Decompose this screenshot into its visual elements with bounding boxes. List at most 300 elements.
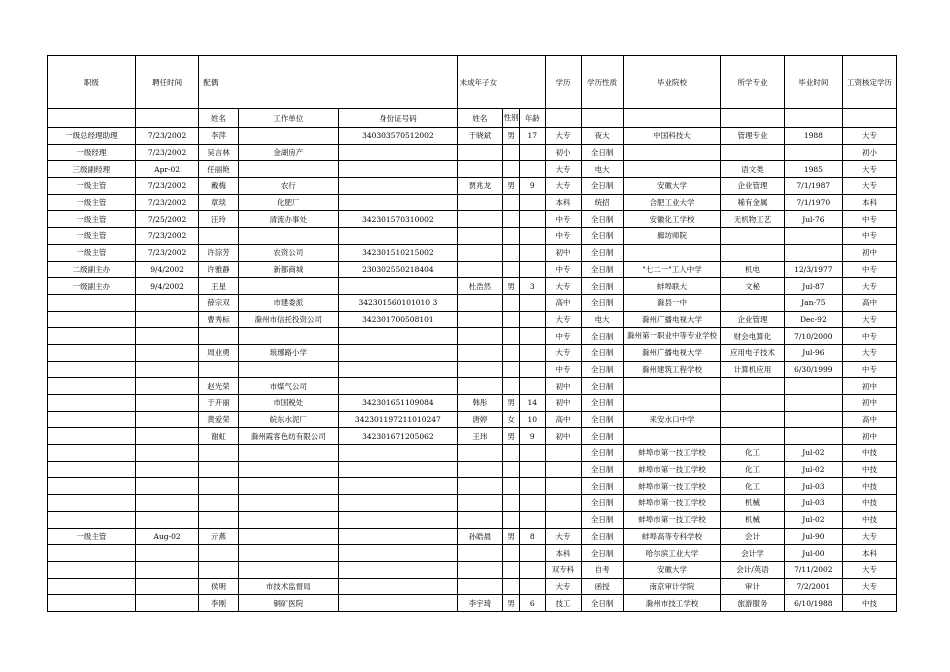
- table-cell: [623, 144, 720, 161]
- table-cell: 电大: [581, 311, 623, 328]
- table-cell: 稀有金属: [721, 194, 785, 211]
- table-cell: 6/10/1988: [784, 595, 842, 612]
- table-cell: 南京审计学院: [623, 578, 720, 595]
- table-cell: [503, 328, 520, 345]
- table-cell: 大专: [545, 161, 581, 178]
- table-cell: 滁州市信托投资公司: [238, 311, 339, 328]
- table-cell: [199, 511, 238, 528]
- table-cell: 中专: [545, 228, 581, 245]
- table-cell: [339, 445, 458, 462]
- table-cell: 任丽艳: [199, 161, 238, 178]
- table-cell: [238, 561, 339, 578]
- table-cell: 农行: [238, 178, 339, 195]
- table-cell: 男: [503, 528, 520, 545]
- table-cell: Aug-02: [135, 528, 199, 545]
- table-cell: 340303570512002: [339, 128, 458, 145]
- table-cell: [520, 495, 545, 512]
- table-cell: 大专: [545, 311, 581, 328]
- table-cell: 会计/英语: [721, 561, 785, 578]
- table-cell: 7/23/2002: [135, 128, 199, 145]
- table-cell: [339, 578, 458, 595]
- table-cell: 大专: [842, 344, 896, 361]
- table-cell: [48, 595, 136, 612]
- table-cell: [339, 561, 458, 578]
- table-cell: 全日制: [581, 244, 623, 261]
- table-row: [48, 144, 897, 161]
- table-row: [48, 244, 897, 261]
- table-cell: 王星: [199, 278, 238, 295]
- table-cell: [339, 344, 458, 361]
- table-cell: 342301671205062: [339, 428, 458, 445]
- table-cell: 中专: [842, 361, 896, 378]
- table-cell: [721, 244, 785, 261]
- table-cell: [545, 461, 581, 478]
- table-cell: [503, 211, 520, 228]
- table-cell: 7/25/2002: [135, 211, 199, 228]
- table-cell: 语文类: [721, 161, 785, 178]
- table-cell: [457, 561, 503, 578]
- col-header: 学历性质: [581, 56, 623, 109]
- table-cell: 一级主管: [48, 194, 136, 211]
- table-cell: 会计学: [721, 545, 785, 562]
- table-cell: 廊坊师院: [623, 228, 720, 245]
- table-cell: [457, 311, 503, 328]
- table-cell: [503, 511, 520, 528]
- table-cell: 9: [520, 428, 545, 445]
- table-cell: [135, 461, 199, 478]
- table-cell: [238, 445, 339, 462]
- table-cell: [520, 511, 545, 528]
- table-cell: 谢虹: [199, 428, 238, 445]
- table-cell: 滁州霞客色纺有限公司: [238, 428, 339, 445]
- table-cell: [339, 511, 458, 528]
- table-cell: 蚌埠市第一技工学校: [623, 478, 720, 495]
- table-cell: [784, 395, 842, 412]
- table-cell: [199, 478, 238, 495]
- table-cell: [503, 545, 520, 562]
- table-cell: 全日制: [581, 211, 623, 228]
- table-cell: 7/23/2002: [135, 144, 199, 161]
- table-cell: Jul-96: [784, 344, 842, 361]
- col-subheader: [842, 109, 896, 128]
- table-cell: 高中: [545, 294, 581, 311]
- table-cell: 电大: [581, 161, 623, 178]
- table-cell: [784, 144, 842, 161]
- table-cell: 贾兆龙: [457, 178, 503, 195]
- table-cell: 亓燕: [199, 528, 238, 545]
- col-header: 职级: [48, 56, 136, 109]
- table-cell: [135, 378, 199, 395]
- table-cell: [339, 278, 458, 295]
- table-row: [48, 228, 897, 245]
- table-cell: 初中: [842, 395, 896, 412]
- table-cell: 初中: [842, 378, 896, 395]
- table-cell: [48, 495, 136, 512]
- table-cell: [48, 378, 136, 395]
- table-cell: 全日制: [581, 278, 623, 295]
- col-subheader: 姓名: [199, 109, 238, 128]
- table-cell: 金湖房产: [238, 144, 339, 161]
- table-cell: 市煤气公司: [238, 378, 339, 395]
- table-cell: 技工: [545, 595, 581, 612]
- table-cell: 14: [520, 395, 545, 412]
- table-cell: [520, 144, 545, 161]
- table-cell: 机械: [721, 511, 785, 528]
- table-cell: [135, 395, 199, 412]
- table-cell: 中技: [842, 595, 896, 612]
- table-cell: 市建委派: [238, 294, 339, 311]
- table-cell: 342301510215002: [339, 244, 458, 261]
- table-cell: 大专: [842, 178, 896, 195]
- table-cell: [457, 211, 503, 228]
- table-cell: 许雅静: [199, 261, 238, 278]
- table-cell: 男: [503, 178, 520, 195]
- table-cell: [457, 511, 503, 528]
- table-cell: [339, 328, 458, 345]
- table-row: [48, 578, 897, 595]
- table-cell: [520, 311, 545, 328]
- table-cell: [457, 378, 503, 395]
- table-row: [48, 161, 897, 178]
- table-cell: [339, 161, 458, 178]
- table-cell: [48, 361, 136, 378]
- table-cell: 7/23/2002: [135, 244, 199, 261]
- table-cell: 6: [520, 595, 545, 612]
- table-cell: [520, 294, 545, 311]
- col-subheader: [48, 109, 136, 128]
- table-cell: 9/4/2002: [135, 261, 199, 278]
- table-cell: 17: [520, 128, 545, 145]
- table-cell: 本科: [842, 545, 896, 562]
- table-row: [48, 478, 897, 495]
- table-cell: 中技: [842, 445, 896, 462]
- table-cell: 342301570310002: [339, 211, 458, 228]
- table-cell: 大专: [842, 528, 896, 545]
- table-row: [48, 511, 897, 528]
- table-cell: 自考: [581, 561, 623, 578]
- table-cell: [520, 545, 545, 562]
- table-cell: 初中: [545, 428, 581, 445]
- table-cell: Jul-03: [784, 478, 842, 495]
- table-cell: [135, 328, 199, 345]
- table-cell: 全日制: [581, 294, 623, 311]
- table-cell: 中技: [842, 461, 896, 478]
- table-cell: 安徽化工学校: [623, 211, 720, 228]
- table-cell: Jul-76: [784, 211, 842, 228]
- table-cell: [457, 144, 503, 161]
- table-cell: [721, 144, 785, 161]
- table-cell: 一级主管: [48, 178, 136, 195]
- table-cell: 7/10/2000: [784, 328, 842, 345]
- table-cell: 初中: [842, 428, 896, 445]
- table-cell: 侯明: [199, 578, 238, 595]
- table-cell: 3: [520, 278, 545, 295]
- table-cell: [238, 528, 339, 545]
- table-cell: 市技术监督局: [238, 578, 339, 595]
- table-cell: [339, 478, 458, 495]
- table-cell: [135, 511, 199, 528]
- table-cell: 戴梅: [199, 178, 238, 195]
- table-cell: [520, 478, 545, 495]
- table-cell: Jul-02: [784, 461, 842, 478]
- table-cell: 机电: [721, 261, 785, 278]
- table-cell: 蚌埠高等专科学校: [623, 528, 720, 545]
- table-row: [48, 528, 897, 545]
- personnel-table: [47, 55, 897, 612]
- table-cell: 高中: [842, 411, 896, 428]
- table-cell: [457, 361, 503, 378]
- table-cell: [135, 294, 199, 311]
- table-cell: 一级主管: [48, 528, 136, 545]
- table-cell: 全日制: [581, 228, 623, 245]
- table-cell: 化工: [721, 461, 785, 478]
- table-cell: 全日制: [581, 495, 623, 512]
- table-cell: 企业管理: [721, 311, 785, 328]
- table-cell: [238, 128, 339, 145]
- table-cell: [520, 561, 545, 578]
- table-cell: 无机物工艺: [721, 211, 785, 228]
- table-cell: 许淙芳: [199, 244, 238, 261]
- table-cell: [784, 378, 842, 395]
- table-cell: [520, 161, 545, 178]
- table-cell: [199, 328, 238, 345]
- table-cell: [339, 595, 458, 612]
- table-cell: 全日制: [581, 478, 623, 495]
- table-cell: [503, 261, 520, 278]
- table-cell: 来安水口中学: [623, 411, 720, 428]
- table-cell: [135, 445, 199, 462]
- table-row: [48, 344, 897, 361]
- table-cell: 滁县一中: [623, 294, 720, 311]
- table-cell: [623, 244, 720, 261]
- table-cell: [339, 228, 458, 245]
- table-cell: [339, 495, 458, 512]
- table-cell: Jul-00: [784, 545, 842, 562]
- table-cell: 黄爱荣: [199, 411, 238, 428]
- table-cell: 双专科: [545, 561, 581, 578]
- table-cell: [503, 561, 520, 578]
- table-cell: [520, 378, 545, 395]
- table-cell: 342301651109084: [339, 395, 458, 412]
- table-cell: [457, 228, 503, 245]
- table-cell: 蚌埠联大: [623, 278, 720, 295]
- table-cell: 大专: [545, 344, 581, 361]
- table-row: [48, 261, 897, 278]
- table-cell: 230302550218404: [339, 261, 458, 278]
- table-cell: [339, 528, 458, 545]
- table-cell: [520, 211, 545, 228]
- table-cell: 全日制: [581, 595, 623, 612]
- table-cell: 中专: [842, 328, 896, 345]
- table-cell: 初中: [545, 244, 581, 261]
- table-cell: [623, 378, 720, 395]
- table-cell: 本科: [545, 194, 581, 211]
- table-cell: [238, 461, 339, 478]
- col-header: 配偶: [199, 56, 238, 109]
- table-cell: [503, 495, 520, 512]
- table-cell: 中专: [842, 211, 896, 228]
- table-cell: [721, 228, 785, 245]
- table-cell: [238, 545, 339, 562]
- col-header: 学历: [545, 56, 581, 109]
- table-cell: 1985: [784, 161, 842, 178]
- table-cell: 初中: [545, 395, 581, 412]
- table-cell: 大专: [545, 578, 581, 595]
- table-cell: 中专: [545, 211, 581, 228]
- table-cell: 市国税处: [238, 395, 339, 412]
- table-cell: 全日制: [581, 144, 623, 161]
- table-cell: 应用电子技术: [721, 344, 785, 361]
- table-cell: 女: [503, 411, 520, 428]
- col-header: 聘任时间: [135, 56, 199, 109]
- table-cell: 6/30/1999: [784, 361, 842, 378]
- table-cell: Jul-87: [784, 278, 842, 295]
- table-cell: 铜矿医院: [238, 595, 339, 612]
- table-cell: [457, 461, 503, 478]
- table-cell: 9/4/2002: [135, 278, 199, 295]
- table-cell: [457, 294, 503, 311]
- table-cell: 统招: [581, 194, 623, 211]
- table-cell: 蚌埠市第一技工学校: [623, 461, 720, 478]
- table-cell: 管理专业: [721, 128, 785, 145]
- table-cell: 342301700508101: [339, 311, 458, 328]
- table-cell: 高中: [842, 294, 896, 311]
- table-cell: [48, 445, 136, 462]
- table-cell: [135, 495, 199, 512]
- table-cell: 安徽大学: [623, 178, 720, 195]
- table-cell: Jul-90: [784, 528, 842, 545]
- table-cell: [135, 595, 199, 612]
- table-cell: 7/23/2002: [135, 194, 199, 211]
- table-cell: [238, 511, 339, 528]
- table-cell: 一级主管: [48, 211, 136, 228]
- table-cell: [520, 344, 545, 361]
- table-cell: [503, 378, 520, 395]
- table-cell: [457, 161, 503, 178]
- table-cell: 全日制: [581, 511, 623, 528]
- table-cell: 机械: [721, 495, 785, 512]
- table-cell: 滁州建筑工程学校: [623, 361, 720, 378]
- table-cell: 二级副主办: [48, 261, 136, 278]
- col-subheader: [545, 109, 581, 128]
- table-cell: 夜大: [581, 128, 623, 145]
- table-cell: [238, 361, 339, 378]
- table-cell: 男: [503, 278, 520, 295]
- table-cell: [457, 328, 503, 345]
- table-cell: 7/11/2002: [784, 561, 842, 578]
- table-cell: 滁州市技工学校: [623, 595, 720, 612]
- table-cell: 1988: [784, 128, 842, 145]
- table-cell: 中技: [842, 478, 896, 495]
- table-cell: [48, 311, 136, 328]
- table-cell: [784, 411, 842, 428]
- table-row: [48, 361, 897, 378]
- table-cell: 全日制: [581, 545, 623, 562]
- table-cell: [199, 228, 238, 245]
- table-cell: 全日制: [581, 461, 623, 478]
- table-cell: 8: [520, 528, 545, 545]
- table-cell: [135, 561, 199, 578]
- table-cell: 大专: [545, 178, 581, 195]
- col-header: [520, 56, 545, 109]
- table-cell: 大专: [545, 128, 581, 145]
- table-cell: 7/1/1970: [784, 194, 842, 211]
- table-cell: 皖东水泥厂: [238, 411, 339, 428]
- table-cell: [48, 478, 136, 495]
- table-cell: [135, 478, 199, 495]
- table-cell: 一级副主办: [48, 278, 136, 295]
- table-cell: 中专: [545, 361, 581, 378]
- table-cell: 初小: [545, 144, 581, 161]
- table-cell: 企业管理: [721, 178, 785, 195]
- table-row: [48, 461, 897, 478]
- col-header: 所学专业: [721, 56, 785, 109]
- table-cell: 初中: [545, 378, 581, 395]
- table-cell: 化工: [721, 478, 785, 495]
- table-cell: [457, 445, 503, 462]
- table-cell: [721, 395, 785, 412]
- table-row: [48, 428, 897, 445]
- table-cell: 一级总经理助理: [48, 128, 136, 145]
- table-cell: 全日制: [581, 261, 623, 278]
- table-cell: 一级经理: [48, 144, 136, 161]
- table-row: [48, 378, 897, 395]
- table-cell: 大专: [545, 528, 581, 545]
- table-cell: 全日制: [581, 445, 623, 462]
- table-cell: 安徽大学: [623, 561, 720, 578]
- table-cell: 中专: [545, 261, 581, 278]
- table-cell: 中专: [842, 228, 896, 245]
- table-row: [48, 545, 897, 562]
- table-cell: [135, 428, 199, 445]
- table-cell: [339, 378, 458, 395]
- table-cell: [545, 495, 581, 512]
- table-cell: [339, 194, 458, 211]
- table-cell: 李宇琦: [457, 595, 503, 612]
- table-cell: [503, 445, 520, 462]
- table-row: [48, 311, 897, 328]
- table-cell: 滁州第一职业中等专业学校: [623, 328, 720, 345]
- table-cell: [238, 278, 339, 295]
- table-cell: [503, 228, 520, 245]
- table-cell: 大专: [545, 278, 581, 295]
- table-cell: 一级主管: [48, 228, 136, 245]
- table-cell: [339, 178, 458, 195]
- table-cell: 李萍: [199, 128, 238, 145]
- table-cell: [784, 428, 842, 445]
- table-cell: 于开丽: [199, 395, 238, 412]
- table-row: [48, 445, 897, 462]
- table-cell: 中专: [545, 328, 581, 345]
- table-cell: [339, 361, 458, 378]
- col-header: [238, 56, 339, 109]
- table-row: [48, 194, 897, 211]
- table-cell: Jul-03: [784, 495, 842, 512]
- table-cell: Jul-02: [784, 511, 842, 528]
- table-cell: 全日制: [581, 328, 623, 345]
- table-cell: [199, 361, 238, 378]
- table-cell: [503, 478, 520, 495]
- table-cell: [48, 561, 136, 578]
- table-cell: [623, 161, 720, 178]
- table-cell: [503, 244, 520, 261]
- table-cell: 旅游服务: [721, 595, 785, 612]
- table-cell: [457, 578, 503, 595]
- table-cell: [503, 144, 520, 161]
- table-cell: "七二一"工人中学: [623, 261, 720, 278]
- col-subheader: [581, 109, 623, 128]
- table-cell: [199, 495, 238, 512]
